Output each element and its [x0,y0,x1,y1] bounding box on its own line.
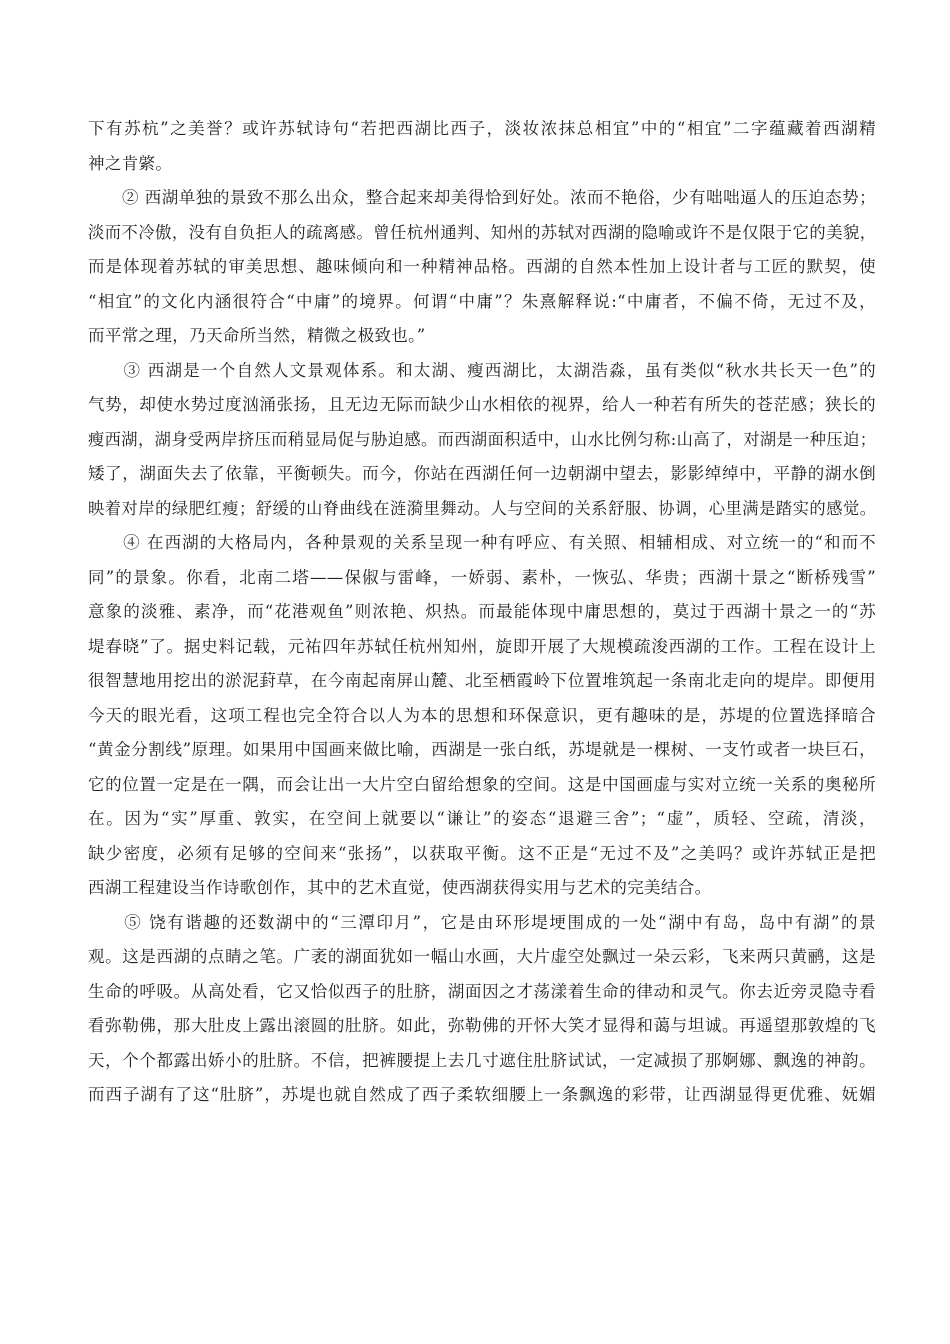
text-line: 生命的呼吸。从高处看，它又恰似西子的肚脐，湖面因之才荡漾着生命的律动和灵气。你去近旁灵隐寺看 [88,981,876,1001]
text-line: 矮了，湖面失去了依靠，平衡顿失。而今，你站在西湖任何一边朝湖中望去，影影绰绰中，平静的湖水倒 [88,464,876,483]
text-line: 而西子湖有了这“肚脐”，苏堤也就自然成了西子柔软细腰上一条飘逸的彩带，让西湖显得更优雅、妩媚 [88,1085,876,1104]
text-line: “黄金分割线”原理。如果用中国画来做比喻，西湖是一张白纸，苏堤就是一棵树、一支竹或者一块巨石， [88,740,876,759]
text-line: 下有苏杭”之美誉？或许苏轼诗句“若把西湖比西子，淡妆浓抹总相宜”中的“相宜”二字蕴藏着西湖精 [88,119,876,138]
text-line: 今天的眼光看，这项工程也完全符合以人为本的思想和环保意识，更有趣味的是，苏堤的位置选择暗合 [88,705,876,725]
text-line: 天，个个都露出娇小的肚脐。不信，把裤腰提上去几寸遮住肚脐试试，一定减损了那婀娜、飘逸的神韵。 [88,1050,876,1070]
text-line: 神之肯綮。 [88,153,173,173]
text-line: 而平常之理，乃天命所当然，精微之极致也。” [88,326,426,345]
text-line: 很智慧地用挖出的淤泥葑草，在今南起南屏山麓、北至栖霞岭下位置堆筑起一条南北走向的堤岸。即便用 [88,671,876,690]
text-line: 在。因为“实”厚重、敦实，在空间上就要以“谦让”的姿态“退避三舍”；“虚”，质轻、空疏，清淡， [88,809,876,828]
paragraph-5 [88,906,876,1113]
text-line: 而是体现着苏轼的审美思想、趣味倾向和一种精神品格。西湖的自然本性加上设计者与工匠的默契，使 [88,257,876,276]
text-line: 观。这是西湖的点睛之笔。广袤的湖面犹如一幅山水画，大片虚空处飘过一朵云彩，飞来两只黄鹂，这是 [88,947,876,966]
text-line: 堤春晓”了。据史料记载，元祐四年苏轼任杭州知州，旋即开展了大规模疏浚西湖的工作。工程在设计上 [88,636,876,656]
text-line: “相宜”的文化内涵很符合“中庸”的境界。何谓“中庸”？朱熹解释说:“中庸者，不偏不倚，无过不及， [88,291,876,311]
text-line: ③ 西湖是一个自然人文景观体系。和太湖、瘦西湖比，太湖浩淼，虽有类似“秋水共长天一色”的 [88,360,876,380]
text-line: 气势，却使水势过度汹涌张扬，且无边无际而缺少山水相依的视界，给人一种若有所失的苍茫感；狭长的 [88,395,876,414]
text-line: 映着对岸的绿肥红瘦；舒缓的山脊曲线在涟漪里舞动。人与空间的关系舒服、协调，心里满是踏实的感觉。 [88,498,876,518]
text-line: 缺少密度，必须有足够的空间来“张扬”，以获取平衡。这不正是“无过不及”之美吗？或许苏轼正是把 [88,843,876,863]
text-line: 同”的景象。你看，北南二塔——保俶与雷峰，一娇弱、素朴，一恢弘、华贵；西湖十景之“断桥残雪” [88,567,876,587]
text-line: 西湖工程建设当作诗歌创作，其中的艺术直觉，使西湖获得实用与艺术的完美结合。 [88,878,712,897]
paragraph-3 [88,354,876,527]
text-line: ② 西湖单独的景致不那么出众，整合起来却美得恰到好处。浓而不艳俗，少有咄咄逼人的压迫态势； [88,188,876,207]
text-line: 看弥勒佛，那大肚皮上露出滚圆的肚脐。如此，弥勒佛的开怀大笑才显得和蔼与坦诚。再遥望那敦煌的飞 [88,1016,876,1035]
text-line: 它的位置一定是在一隅，而会让出一大片空白留给想象的空间。这是中国画虚与实对立统一关系的奥秘所 [88,774,876,794]
paragraph-4 [88,526,876,906]
text-line: 淡而不冷傲，没有自负拒人的疏离感。曾任杭州通判、知州的苏轼对西湖的隐喻或许不是仅限于它的美貌， [88,222,876,242]
text-line: ⑤ 饶有谐趣的还数湖中的“三潭印月”，它是由环形堤埂围成的一处“湖中有岛，岛中有湖”的景 [88,912,876,932]
paragraph-2 [88,181,876,354]
paragraph-intro [88,112,876,181]
text-line: ④ 在西湖的大格局内，各种景观的关系呈现一种有呼应、有关照、相辅相成、对立统一的“和而不 [88,533,876,552]
document-page [88,112,876,1113]
text-line: 瘦西湖，湖身受两岸挤压而稍显局促与胁迫感。而西湖面积适中，山水比例匀称:山高了，对湖是一种压迫； [88,429,876,449]
text-line: 意象的淡雅、素净，而“花港观鱼”则浓艳、炽热。而最能体现中庸思想的，莫过于西湖十景之一的“苏 [88,602,876,621]
